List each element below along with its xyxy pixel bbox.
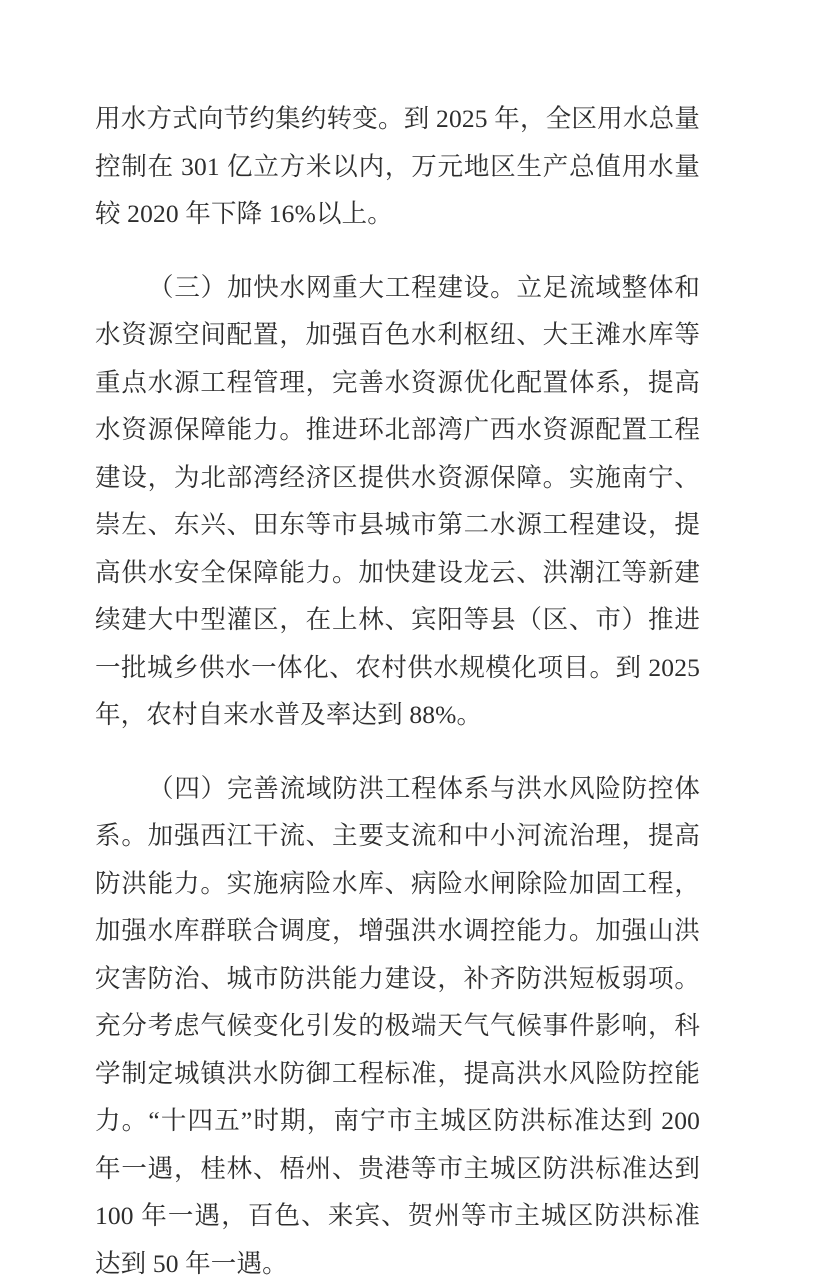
paragraph-section-four: （四）完善流域防洪工程体系与洪水风险防控体系。加强西江干流、主要支流和中小河流治理，提高防洪能力。实施病险水库、病险水闸除险加固工程，加强水库群联合调度，增强洪水调控能力。加强山洪灾害防治、城市防洪能力建设，补齐防洪短板弱项。充分考虑气候变化引发的极端天气气候事件影响，科学制定城镇洪水防御工程标准，提高洪水风险防控能力。“十四五”时期，南宁市主城区防洪标准达到 200 年一遇，桂林、梧州、贵港等市主城区防洪标准达到 100 年一遇，百色、来宾、贺州等市主城区防洪标准达到 50 年一遇。 [95, 765, 700, 1287]
paragraph-continuation: 用水方式向节约集约转变。到 2025 年，全区用水总量控制在 301 亿立方米以内，万元地区生产总值用水量较 2020 年下降 16%以上。 [95, 95, 700, 238]
document-body [95, 95, 700, 1287]
paragraph-section-three: （三）加快水网重大工程建设。立足流域整体和水资源空间配置，加强百色水利枢纽、大王滩水库等重点水源工程管理，完善水资源优化配置体系，提高水资源保障能力。推进环北部湾广西水资源配置工程建设，为北部湾经济区提供水资源保障。实施南宁、崇左、东兴、田东等市县城市第二水源工程建设，提高供水安全保障能力。加快建设龙云、洪潮江等新建续建大中型灌区，在上林、宾阳等县（区、市）推进一批城乡供水一体化、农村供水规模化项目。到 2025 年，农村自来水普及率达到 88%。 [95, 264, 700, 739]
